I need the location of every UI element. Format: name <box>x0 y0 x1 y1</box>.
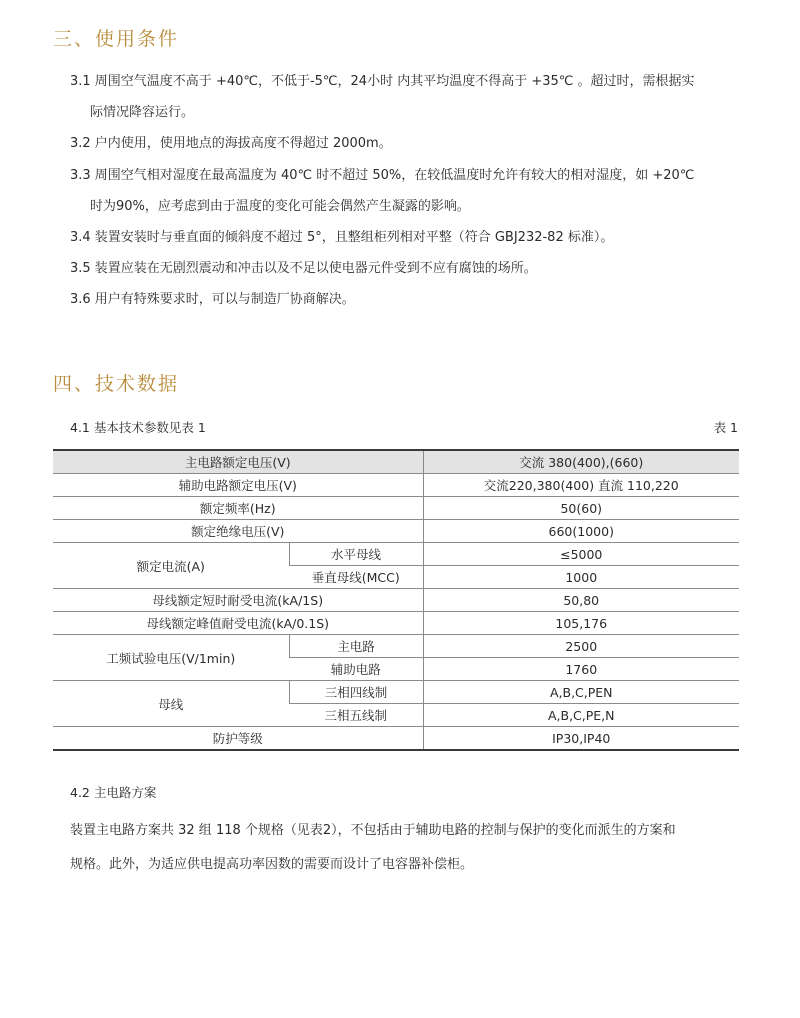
body-line-1: 装置主电路方案共 32 组 118 个规格（见表2），不包括由于辅助电路的控制与保护的变化而派生的方案和 <box>70 823 676 838</box>
item-3-5: 3.5 装置应装在无剧烈震动和冲击以及不足以使电器元件受到不应有腐蚀的场所。 <box>70 261 537 276</box>
item-3-3-line1: 3.3 周围空气相对湿度在最高温度为 40℃ 时不超过 50%，在较低温度时允许有较大的相对湿度，如 +20℃ <box>70 168 695 183</box>
spec-table <box>53 449 739 751</box>
cell-sublabel: 三相四线制 <box>289 681 423 704</box>
item-3-6: 3.6 用户有特殊要求时，可以与制造厂协商解决。 <box>70 292 355 307</box>
cell-value: A,B,C,PE,N <box>423 704 739 727</box>
item-3-1-line1: 3.1 周围空气温度不高于 +40℃，不低于-5℃，24小时 内其平均温度不得高于 +35℃ 。超过时，需根据实 <box>70 74 695 89</box>
cell-value: 1000 <box>423 566 739 589</box>
table-row <box>53 450 739 474</box>
cell-value: ≤5000 <box>423 543 739 566</box>
cell-label: 额定绝缘电压(V) <box>53 520 423 543</box>
cell-label: 母线 <box>53 681 289 727</box>
cell-value: 交流 380(400),(660) <box>423 450 739 474</box>
item-3-2: 3.2 户内使用，使用地点的海拔高度不得超过 2000m。 <box>70 136 392 151</box>
list-item <box>70 228 750 248</box>
table-row <box>53 520 739 543</box>
table-row <box>53 681 739 704</box>
body-paragraph <box>70 814 750 882</box>
table-row <box>53 474 739 497</box>
table-row <box>53 589 739 612</box>
list-item <box>70 259 750 279</box>
cell-value: 105,176 <box>423 612 739 635</box>
cell-label: 母线额定短时耐受电流(kA/1S) <box>53 589 423 612</box>
table-row <box>53 635 739 658</box>
table-row <box>53 727 739 751</box>
cell-sublabel: 辅助电路 <box>289 658 423 681</box>
cell-value: 2500 <box>423 635 739 658</box>
cell-sublabel: 水平母线 <box>289 543 423 566</box>
list-item <box>70 290 750 310</box>
cell-sublabel: 三相五线制 <box>289 704 423 727</box>
cell-value: IP30,IP40 <box>423 727 739 751</box>
cell-label: 防护等级 <box>212 731 263 746</box>
section-3-title: 三、使用条件 <box>53 28 180 50</box>
item-3-3-line2: 时为90%，应考虑到由于温度的变化可能会偶然产生凝露的影响。 <box>90 199 470 214</box>
item-3-4: 3.4 装置安装时与垂直面的倾斜度不超过 5°，且整组柜列相对平整（符合 GBJ232-82 标准）。 <box>70 230 614 245</box>
cell-label: 额定频率(Hz) <box>53 497 423 520</box>
cell-value: 50(60) <box>423 497 739 520</box>
subsection-title: 4.2 主电路方案 <box>70 785 157 800</box>
section-4-title: 四、技术数据 <box>53 373 180 395</box>
cell-sublabel: 垂直母线(MCC) <box>289 566 423 589</box>
cell-value: 50,80 <box>423 589 739 612</box>
table-caption: 4.1 基本技术参数见表 1 <box>70 420 206 435</box>
item-3-1-line2: 际情况降容运行。 <box>90 105 195 120</box>
cell-label: 主电路额定电压(V) <box>53 450 423 474</box>
table-row <box>53 612 739 635</box>
cell-sublabel: 主电路 <box>289 635 423 658</box>
cell-value: 交流220,380(400) 直流 110,220 <box>423 474 739 497</box>
body-line-2: 规格。此外，为适应供电提高功率因数的需要而设计了电容器补偿柜。 <box>70 857 474 872</box>
cell-label: 工频试验电压(V/1min) <box>53 635 289 681</box>
table-row <box>53 543 739 566</box>
cell-value: 660(1000) <box>423 520 739 543</box>
table-label: 表 1 <box>713 420 738 435</box>
list-item <box>70 72 750 123</box>
cell-label: 母线额定峰值耐受电流(kA/0.1S) <box>53 612 423 635</box>
cell-value: 1760 <box>423 658 739 681</box>
cell-label: 辅助电路额定电压(V) <box>53 474 423 497</box>
list-item <box>70 134 750 154</box>
cell-label: 额定电流(A) <box>53 543 289 589</box>
cell-value: A,B,C,PEN <box>423 681 739 704</box>
list-item <box>70 166 750 217</box>
table-row <box>53 497 739 520</box>
